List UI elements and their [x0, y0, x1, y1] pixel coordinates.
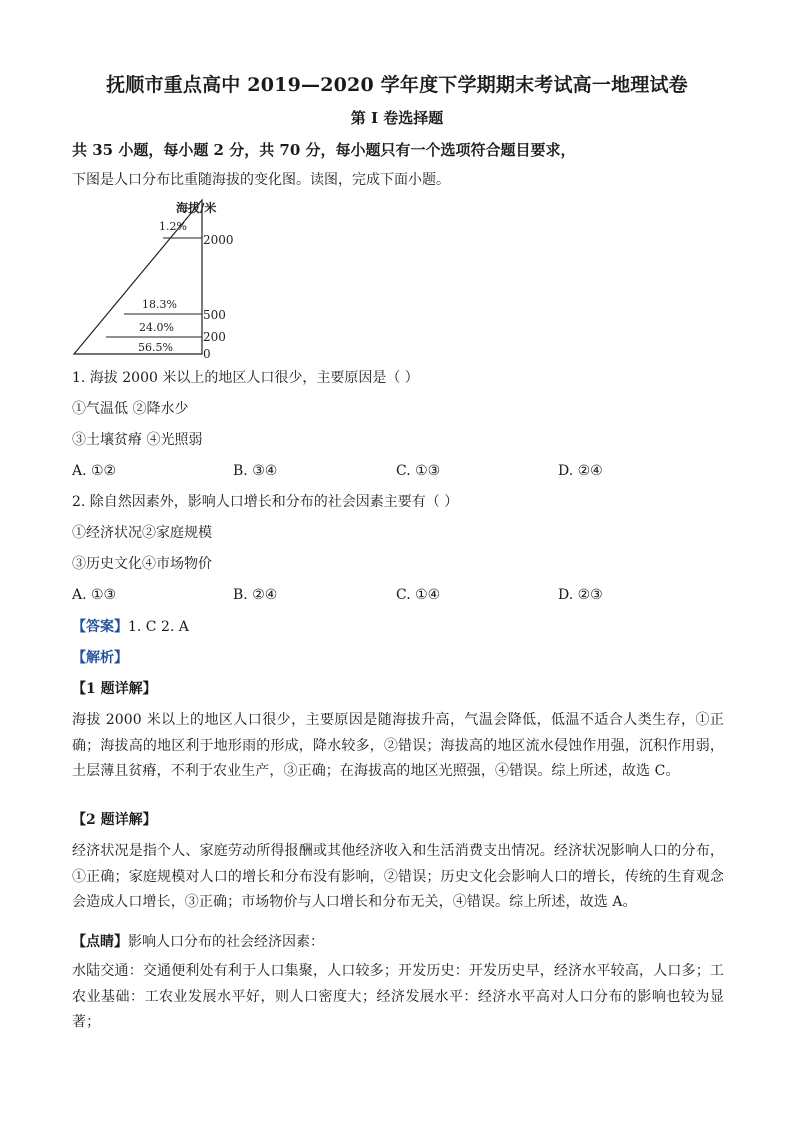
analysis-tag: 【解析】 — [72, 650, 128, 666]
figure-intro: 下图是人口分布比重随海拔的变化图。读图，完成下面小题。 — [72, 172, 450, 188]
q2-choice-a[interactable]: A. ①③ — [72, 587, 117, 603]
detail-2-tag: 【2 题详解】 — [72, 812, 157, 828]
question-2-stem: 2. 除自然因素外，影响人口增长和分布的社会因素主要有（ ） — [72, 494, 459, 510]
question-2-items-b: ③历史文化④市场物价 — [72, 556, 212, 572]
band-label-above-2000: 1.2% — [159, 220, 187, 233]
tick-200: 200 — [203, 330, 226, 344]
tick-0: 0 — [203, 347, 211, 361]
band-label-0-200: 56.5% — [138, 341, 173, 354]
question-1-items-a: ①气温低 ②降水少 — [72, 401, 189, 417]
question-1-items-b: ③土壤贫瘠 ④光照弱 — [72, 432, 203, 448]
detail-1-text: 海拔 2000 米以上的地区人口很少，主要原因是随海拔升高，气温会降低，低温不适合人类生存，①正确；海拔高的地区利于地形雨的形成，降水较多，②错误；海拔高的地区流水侵蚀作用强，沉积作用弱，土层薄且贫瘠，不利于农业生产，③正确；在海拔高的地区光照强，④错误。综上所述，故选 C。 — [72, 712, 724, 779]
detail-2-text: 经济状况是指个人、家庭劳动所得报酬或其他经济收入和生活消费支出情况。经济状况影响人口的分布，①正确；家庭规模对人口的增长和分布没有影响，②错误；历史文化会影响人口的增长，传统的生育观念会造成人口增长，③正确；市场物价与人口增长和分布无关，④错误。综上所述，故选 A。 — [72, 843, 724, 910]
point-head: 影响人口分布的社会经济因素： — [128, 934, 324, 950]
point-line — [72, 932, 324, 952]
answer-text: 1. C 2. A — [128, 619, 189, 635]
q1-choice-b[interactable]: B. ③④ — [233, 463, 278, 479]
section-title: 第 I 卷选择题 — [350, 109, 444, 127]
altitude-population-figure — [66, 192, 246, 364]
q1-choice-d[interactable]: D. ②④ — [558, 463, 603, 479]
q1-choice-c[interactable]: C. ①③ — [396, 463, 441, 479]
instructions: 共 35 小题，每小题 2 分，共 70 分，每小题只有一个选项符合题目要求， — [72, 141, 576, 159]
tick-500: 500 — [203, 308, 226, 322]
band-label-200-500: 24.0% — [139, 321, 174, 334]
question-2-items-a: ①经济状况②家庭规模 — [72, 525, 212, 541]
band-label-500-2000: 18.3% — [142, 298, 177, 311]
question-1-stem: 1. 海拔 2000 米以上的地区人口很少，主要原因是（ ） — [72, 370, 419, 386]
page-title: 抚顺市重点高中 2019—2020 学年度下学期期末考试高一地理试卷 — [106, 74, 688, 96]
q1-choice-a[interactable]: A. ①② — [72, 463, 117, 479]
tick-2000: 2000 — [203, 233, 234, 247]
point-text: 水陆交通：交通便利处有利于人口集聚，人口较多；开发历史：开发历史早，经济水平较高，人口多；工农业基础：工农业发展水平好，则人口密度大；经济发展水平：经济水平高对人口分布的影响也较为显著； — [72, 963, 724, 1030]
answer-line — [72, 617, 189, 637]
answer-tag: 【答案】 — [72, 619, 128, 635]
q2-choice-b[interactable]: B. ②④ — [233, 587, 278, 603]
q2-choice-c[interactable]: C. ①④ — [396, 587, 441, 603]
detail-1-tag: 【1 题详解】 — [72, 681, 157, 697]
figure-ylabel: 海拔/米 — [176, 201, 217, 215]
point-tag: 【点睛】 — [72, 934, 128, 950]
q2-choice-d[interactable]: D. ②③ — [558, 587, 603, 603]
